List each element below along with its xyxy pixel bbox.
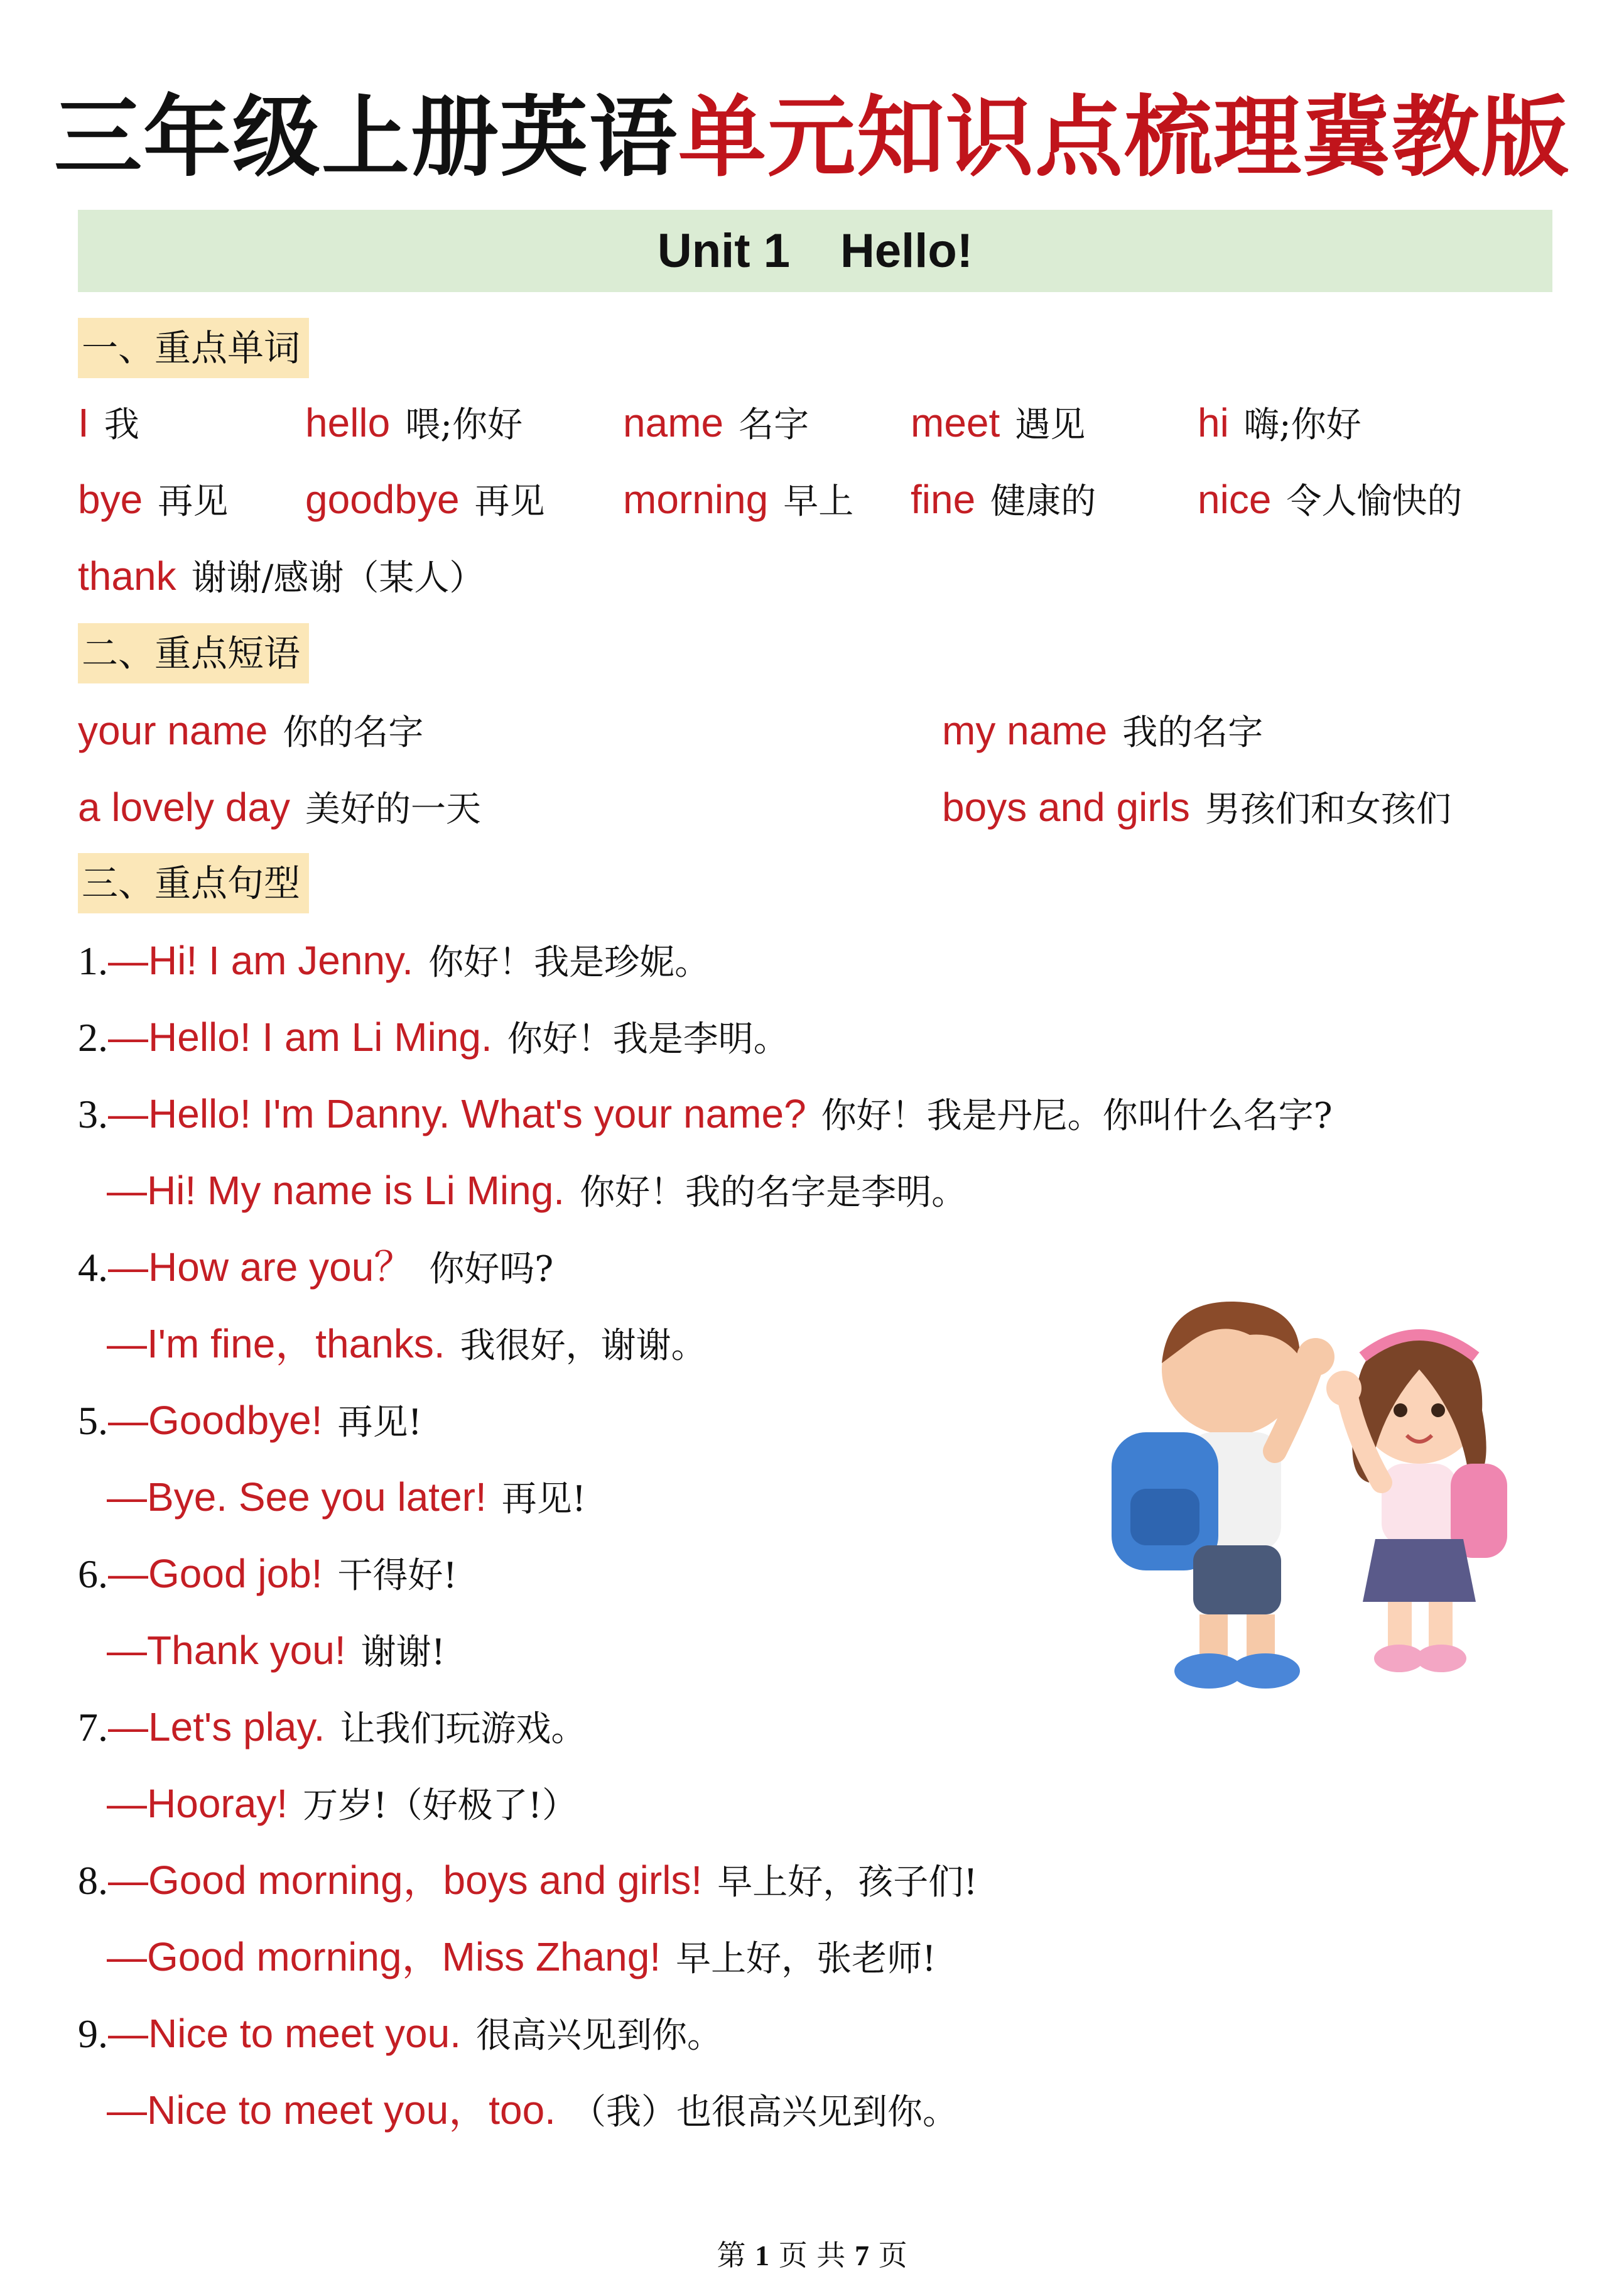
- sentence-en: Hello! I'm Danny. What's your name?: [148, 1091, 806, 1136]
- phrase-en: my name: [942, 708, 1108, 753]
- word-en: bye: [78, 477, 143, 522]
- phrase-en: boys and girls: [942, 785, 1190, 830]
- sentence-en: Good morning，boys and girls!: [148, 1858, 703, 1903]
- dialog-dash: —: [108, 938, 148, 983]
- sentence-line: [78, 1232, 553, 1302]
- dialog-dash: —: [108, 2011, 148, 2056]
- sentence-en: Thank you!: [147, 1628, 346, 1673]
- word-item: [911, 465, 1096, 545]
- page-title: [0, 75, 1624, 201]
- word-zh: 早上: [783, 481, 854, 522]
- sentence-zh: 让我们玩游戏。: [340, 1709, 587, 1749]
- word-zh: 健康的: [990, 481, 1096, 522]
- page-footer: [0, 2230, 1624, 2281]
- girl-figure: [1326, 1335, 1507, 1672]
- sentence-zh: 早上好，孩子们!: [717, 1862, 978, 1903]
- word-en: I: [78, 400, 89, 445]
- word-item: [1198, 388, 1361, 468]
- phrase-en: a lovely day: [78, 785, 290, 830]
- word-zh: 名字: [739, 405, 809, 445]
- sentence-reply: [107, 1309, 706, 1378]
- dialog-dash: —: [108, 1015, 148, 1060]
- sentence-zh: （我）也很高兴见到你。: [570, 2092, 958, 2133]
- sentence-line: [78, 1692, 586, 1761]
- phrase-zh: 男孩们和女孩们: [1204, 789, 1451, 830]
- word-zh: 再见: [474, 481, 545, 522]
- phrase-zh: 美好的一天: [305, 789, 481, 830]
- section-heading-sentences: 三、重点句型: [78, 853, 309, 913]
- sentence-en: Let's play.: [148, 1704, 325, 1749]
- dialog-dash: —: [108, 1091, 148, 1136]
- word-zh: 喂;你好: [405, 405, 523, 445]
- sentence-zh: 你好！我是丹尼。你叫什么名字?: [821, 1096, 1333, 1136]
- sentence-number: 3.: [78, 1092, 108, 1136]
- sentence-en: Nice to meet you，too.: [147, 2087, 556, 2133]
- sentence-en: Hooray!: [147, 1781, 288, 1826]
- word-en: name: [623, 400, 724, 445]
- dialog-dash: —: [108, 1398, 148, 1443]
- word-zh: 谢谢/感谢（某人）: [191, 558, 485, 599]
- sentence-zh: 你好！我是珍妮。: [428, 942, 710, 983]
- dialog-dash: —: [108, 1551, 148, 1596]
- unit-header: [78, 210, 1552, 292]
- sentence-line: [78, 1003, 789, 1072]
- section-heading-phrases: 二、重点短语: [78, 623, 309, 683]
- phrase-item: [942, 773, 1451, 852]
- dialog-dash: —: [108, 1704, 148, 1749]
- word-zh: 遇见: [1015, 405, 1086, 445]
- sentence-zh: 再见!: [501, 1479, 587, 1520]
- dialog-dash: —: [108, 1858, 148, 1903]
- sentence-reply: [107, 1462, 586, 1532]
- sentence-en: Good job!: [148, 1551, 323, 1596]
- unit-label: Unit 1: [657, 224, 790, 278]
- word-item: [623, 388, 809, 468]
- dialog-dash: —: [107, 1628, 147, 1673]
- word-item: [305, 388, 522, 468]
- footer-total-pages: 7: [854, 2239, 869, 2272]
- word-zh: 嗨;你好: [1243, 405, 1361, 445]
- word-zh: 令人愉快的: [1286, 481, 1463, 522]
- sentence-line: [78, 1386, 422, 1455]
- sentence-en: Hi! I am Jenny.: [148, 938, 414, 983]
- sentence-number: 8.: [78, 1858, 108, 1903]
- sentence-en: Hi! My name is Li Ming.: [147, 1168, 565, 1213]
- dialog-dash: —: [107, 1321, 147, 1366]
- phrase-item: [78, 773, 481, 852]
- footer-page-number: 1: [755, 2239, 770, 2272]
- sentence-en: Good morning，Miss Zhang!: [147, 1934, 661, 1979]
- sentence-reply: [107, 1769, 577, 1838]
- word-item: [305, 465, 545, 545]
- word-en: goodbye: [305, 477, 460, 522]
- sentence-number: 4.: [78, 1245, 108, 1290]
- unit-name: Hello!: [840, 224, 973, 278]
- phrase-item: [78, 696, 423, 776]
- word-en: meet: [911, 400, 1000, 445]
- sentence-zh: 谢谢!: [360, 1632, 446, 1673]
- title-part-black: 三年级上册英语: [53, 87, 678, 189]
- phrase-zh: 我的名字: [1122, 712, 1264, 753]
- word-zh: 再见: [158, 481, 229, 522]
- sentence-reply: [107, 1922, 936, 1991]
- word-zh: 我: [104, 405, 139, 445]
- dialog-dash: —: [107, 2087, 147, 2133]
- word-en: thank: [78, 553, 176, 599]
- footer-pre: 第: [717, 2238, 746, 2272]
- sentence-number: 1.: [78, 939, 108, 983]
- word-en: hi: [1198, 400, 1229, 445]
- sentence-zh: 我很好，谢谢。: [460, 1325, 706, 1366]
- phrase-en: your name: [78, 708, 268, 753]
- boy-girl-waving-illustration: [1093, 1275, 1532, 1702]
- title-part-red: 单元知识点梳理冀教版: [678, 87, 1571, 189]
- phrase-zh: 你的名字: [283, 712, 424, 753]
- word-item: [911, 388, 1085, 468]
- footer-mid: 页 共: [778, 2238, 846, 2272]
- sentence-reply: [107, 1156, 966, 1225]
- word-item: [78, 388, 139, 468]
- sentence-number: 9.: [78, 2011, 108, 2056]
- sentence-zh: 再见!: [337, 1402, 423, 1443]
- sentence-zh: 你好！我的名字是李明。: [580, 1172, 967, 1213]
- sentence-line: [78, 1539, 457, 1608]
- dialog-dash: —: [108, 1244, 148, 1290]
- sentence-en: Nice to meet you.: [148, 2011, 461, 2056]
- sentence-zh: 你好吗?: [429, 1249, 554, 1290]
- sentence-reply: [107, 2076, 958, 2145]
- word-item: [78, 465, 228, 545]
- word-item: [623, 465, 853, 545]
- sentence-line: [78, 926, 710, 995]
- dialog-dash: —: [107, 1781, 147, 1826]
- sentence-zh: 早上好，张老师!: [676, 1939, 936, 1979]
- word-en: nice: [1198, 477, 1272, 522]
- word-en: morning: [623, 477, 769, 522]
- sentence-line: [78, 1846, 978, 1915]
- dialog-dash: —: [107, 1474, 147, 1520]
- word-en: hello: [305, 400, 391, 445]
- word-item: [78, 541, 484, 621]
- section-heading-words: 一、重点单词: [78, 318, 309, 378]
- sentence-en: I'm fine，thanks.: [147, 1321, 445, 1366]
- sentence-number: 5.: [78, 1398, 108, 1443]
- sentence-number: 2.: [78, 1015, 108, 1060]
- sentence-en: How are you？: [148, 1244, 414, 1290]
- sentence-number: 6.: [78, 1552, 108, 1596]
- sentence-en: Bye. See you later!: [147, 1474, 487, 1520]
- sentence-line: [78, 1079, 1333, 1148]
- word-en: fine: [911, 477, 976, 522]
- sentence-en: Goodbye!: [148, 1398, 323, 1443]
- sentence-reply: [107, 1616, 445, 1685]
- sentence-number: 7.: [78, 1705, 108, 1749]
- boy-figure: [1112, 1302, 1334, 1689]
- dialog-dash: —: [107, 1168, 147, 1213]
- sentence-line: [78, 1999, 722, 2068]
- word-item: [1198, 465, 1462, 545]
- phrase-item: [942, 696, 1263, 776]
- sentence-zh: 你好！我是李明。: [507, 1019, 789, 1060]
- sentence-zh: 很高兴见到你。: [476, 2015, 722, 2056]
- sentence-zh: 干得好!: [337, 1555, 458, 1596]
- sentence-en: Hello! I am Li Ming.: [148, 1015, 492, 1060]
- sentence-zh: 万岁!（好极了!）: [303, 1785, 578, 1826]
- footer-post: 页: [878, 2238, 907, 2272]
- dialog-dash: —: [107, 1934, 147, 1979]
